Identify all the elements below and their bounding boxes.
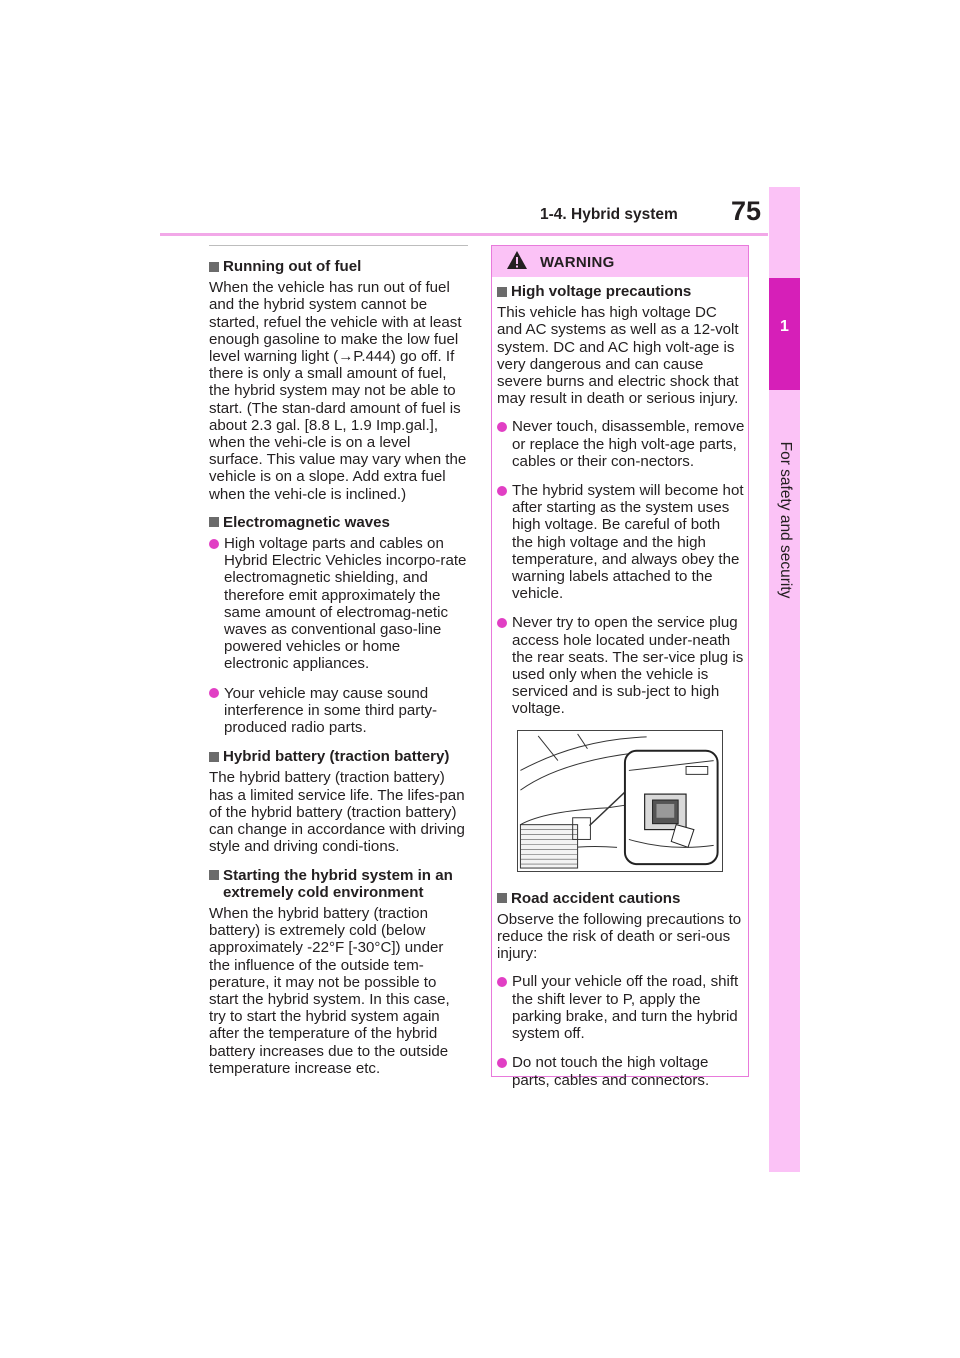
- circle-bullet-icon: [497, 1058, 507, 1068]
- section-heading-electromagnetic: Electromagnetic waves: [209, 514, 467, 531]
- warning-header: [492, 246, 748, 277]
- section-heading-running-out: Running out of fuel: [209, 258, 467, 275]
- battery-body: The hybrid battery (traction battery) has a limited service life. The lifes-pan of the hybrid battery (traction battery) can change in accordance with driving style and driving condi-tions.: [209, 769, 465, 856]
- list-item: Pull your vehicle off the road, shift the shift lever to P, apply the parking brake, and turn the hybrid system off.: [497, 973, 745, 1042]
- square-bullet-icon: [209, 752, 219, 762]
- circle-bullet-icon: [209, 539, 219, 549]
- square-bullet-icon: [209, 262, 219, 272]
- list-item: Do not touch the high voltage parts, cables and connectors.: [497, 1054, 745, 1088]
- warning-triangle-icon: [506, 250, 528, 270]
- circle-bullet-icon: [497, 977, 507, 987]
- warning-title: WARNING: [540, 254, 615, 271]
- warning-column: [497, 283, 745, 1101]
- square-bullet-icon: [209, 517, 219, 527]
- header-rule: [160, 233, 768, 236]
- chapter-title: For safety and security: [777, 441, 794, 599]
- section-heading-battery: Hybrid battery (traction battery): [209, 748, 467, 765]
- column-rule: [209, 245, 468, 246]
- left-column: [209, 258, 467, 1088]
- circle-bullet-icon: [497, 486, 507, 496]
- road-accident-body: Observe the following precautions to reduce the risk of death or seri-ous injury:: [497, 910, 742, 963]
- section-heading-high-voltage: High voltage precautions: [497, 283, 745, 300]
- page-number: 75: [731, 196, 762, 226]
- list-item: Never try to open the service plug access hole located under-neath the rear seats. The ser-vice plug is used only when the vehicle is serviced and is sub-ject to high voltage.: [497, 614, 745, 717]
- list-item: High voltage parts and cables on Hybrid Electric Vehicles incorpo-rate electromagnetic shielding, and therefore emit approximately the same amount of electromag-netic waves as conventional gaso-line powered vehicles or home electronic appliances.: [209, 535, 467, 673]
- high-voltage-body: This vehicle has high voltage DC and AC systems as well as a 12-volt system. DC and AC high volt-age is very dangerous and can cause severe burns and electric shock that may result in death or serious injury.: [497, 304, 739, 408]
- circle-bullet-icon: [209, 688, 219, 698]
- chapter-number: 1: [780, 318, 789, 335]
- square-bullet-icon: [497, 893, 507, 903]
- circle-bullet-icon: [497, 422, 507, 432]
- list-item: The hybrid system will become hot after starting as the system uses high voltage. Be careful of both the high voltage and the high temperature, and always obey the warning labels attached to the vehicle.: [497, 482, 745, 602]
- square-bullet-icon: [209, 870, 219, 880]
- running-out-body: When the vehicle has run out of fuel and the hybrid system cannot be started, refuel the vehicle with at least enough gasoline to make the low fuel level warning light (→P.444) go off. If there is only a small amount of fuel, the hybrid system may not be able to start. (The stan-dard amount of fuel is about 2.3 gal. [8.8 L, 1.9 Imp.gal.], when the vehi-cle is on a level surface. This value may vary when the vehicle is on a slope. Add extra fuel when the vehi-cle is inclined.): [209, 279, 467, 503]
- section-heading-cold: Starting the hybrid system in an extremely cold environment: [209, 867, 467, 901]
- list-item: Never touch, disassemble, remove or replace the high volt-age parts, cables or their con-nectors.: [497, 418, 745, 470]
- square-bullet-icon: [497, 287, 507, 297]
- list-item: Your vehicle may cause sound interference in some third party-produced radio parts.: [209, 685, 467, 737]
- circle-bullet-icon: [497, 618, 507, 628]
- service-plug-illustration: [517, 730, 723, 872]
- cold-body: When the hybrid battery (traction battery) is extremely cold (below approximately -22°F [-30°C]) under the influence of the outside tem-perature, it may not be possible to start the hybrid system. In this case, try to start the hybrid system again after the temperature of the hybrid battery increases due to the outside temperature increase etc.: [209, 904, 450, 1077]
- section-heading-road-accident: Road accident cautions: [497, 890, 745, 907]
- section-title: 1-4. Hybrid system: [540, 206, 678, 223]
